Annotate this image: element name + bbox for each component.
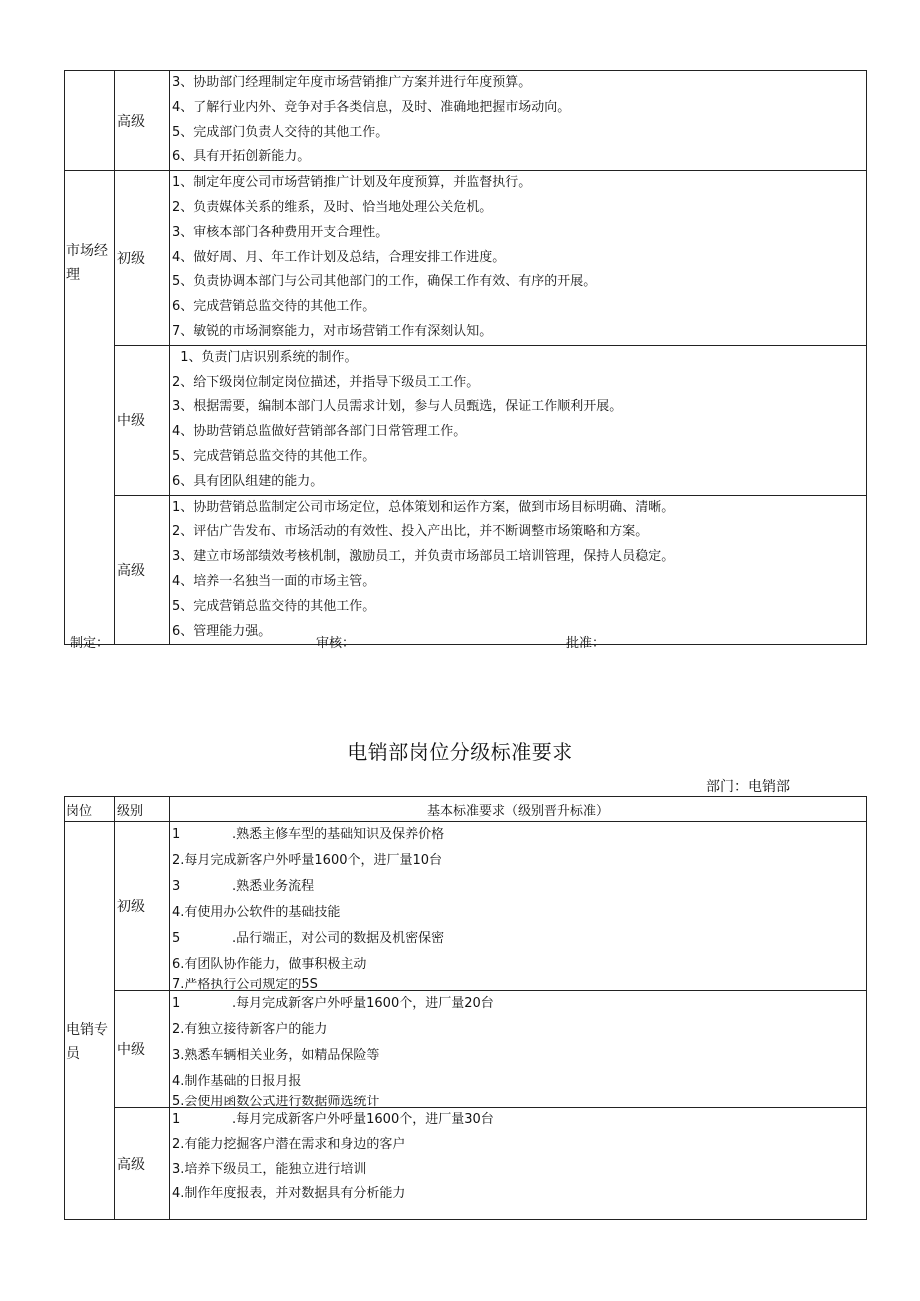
requirement-cell [170,991,867,1108]
list-item: 4.制作基础的日报月报 [172,1074,302,1089]
position-cell: 电销专员 [65,822,115,1220]
made-by-label: 制定： [70,636,110,651]
level-cell: 高级 [115,1108,170,1220]
list-item: 5、负责协调本部门与公司其他部门的工作，确保工作有效、有序的开展。 [172,274,597,290]
list-item: 1、制定年度公司市场营销推广计划及年度预算，并监督执行。 [172,175,532,191]
list-item: 3、根据需要，编制本部门人员需求计划，参与人员甄选，保证工作顺利开展。 [172,399,623,415]
list-item-truncated: 5.会使用函数公式进行数据筛选统计 [172,1095,380,1107]
list-item: 5 .品行端正，对公司的数据及机密保密 [172,931,445,946]
header-level: 级别 [115,797,170,822]
table-row [65,822,867,991]
header-requirement: 基本标准要求（级别晋升标准） [170,797,867,822]
list-item: 1、负责门店识别系统的制作。 [172,349,358,365]
list-item: 4、协助营销总监做好营销部各部门日常管理工作。 [172,424,467,440]
requirement-cell [170,495,867,645]
list-item: 2.有能力挖掘客户潜在需求和身边的客户 [172,1136,406,1152]
list-item: 3.熟悉车辆相关业务，如精品保险等 [172,1048,380,1063]
level-cell: 中级 [115,991,170,1108]
list-item: 2.每月完成新客户外呼量1600个，进厂量10台 [172,853,443,868]
list-item: 6、具有团队组建的能力。 [172,473,324,489]
list-item: 4、培养一名独当一面的市场主管。 [172,573,376,589]
page-title: 电销部岗位分级标准要求 [347,740,573,764]
level-cell: 高级 [115,71,170,171]
list-item: 6、具有开拓创新能力。 [172,149,311,165]
list-item: 1、协助营销总监制定公司市场定位，总体策划和运作方案，做到市场目标明确、清晰。 [172,499,675,515]
requirement-cell [170,1108,867,1220]
list-item: 1 .每月完成新客户外呼量1600个，进厂量30台 [172,1112,494,1127]
requirement-cell [170,822,867,991]
table-row [65,171,867,346]
list-item: 5、完成营销总监交待的其他工作。 [172,598,376,614]
list-item: 4.制作年度报表，并对数据具有分析能力 [172,1186,406,1202]
level-cell: 初级 [115,822,170,991]
telesales-table [64,796,867,1220]
requirement-cell [170,71,867,171]
list-item: 6、管理能力强。 [172,623,272,639]
list-item: 6.有团队协作能力，做事积极主动 [172,957,367,972]
list-item: 3 .熟悉业务流程 [172,879,315,894]
list-item: 5、完成营销总监交待的其他工作。 [172,448,376,464]
list-item: 6、完成营销总监交待的其他工作。 [172,299,376,315]
review-label: 审核： [316,636,356,651]
position-cell [65,71,115,171]
table-row [65,495,867,645]
approve-label: 批准： [566,636,606,651]
table-row [65,345,867,495]
list-item-truncated: 7.严格执行公司规定的5S [172,978,318,990]
list-item: 2.有独立接待新客户的能力 [172,1022,328,1037]
requirement-cell [170,345,867,495]
market-manager-table [64,70,867,645]
list-item: 1 .每月完成新客户外呼量1600个，进厂量20台 [172,996,494,1011]
list-item: 4、做好周、月、年工作计划及总结，合理安排工作进度。 [172,249,506,265]
level-cell: 初级 [115,171,170,346]
department-label: 部门：电销部 [706,779,790,795]
list-item: 3、建立市场部绩效考核机制，激励员工，并负责市场部员工培训管理，保持人员稳定。 [172,549,675,565]
header-position: 岗位 [65,797,115,822]
list-item: 1 .熟悉主修车型的基础知识及保养价格 [172,827,445,842]
level-cell: 中级 [115,345,170,495]
list-item: 2、负责媒体关系的维系，及时、恰当地处理公关危机。 [172,199,493,215]
table-row [65,1108,867,1220]
list-item: 3、协助部门经理制定年度市场营销推广方案并进行年度预算。 [172,75,532,90]
list-item: 7、敏锐的市场洞察能力，对市场营销工作有深刻认知。 [172,323,493,339]
requirement-cell [170,171,867,346]
list-item: 4、了解行业内外、竞争对手各类信息，及时、准确地把握市场动向。 [172,99,571,115]
table-row [65,71,867,171]
list-item: 5、完成部门负责人交待的其他工作。 [172,124,389,140]
list-item: 3、审核本部门各种费用开支合理性。 [172,224,389,240]
list-item: 2、给下级岗位制定岗位描述，并指导下级员工工作。 [172,374,480,390]
position-cell: 市场经理 [65,171,115,645]
list-item: 3.培养下级员工，能独立进行培训 [172,1161,367,1177]
table-header-row [65,797,867,822]
list-item: 2、评估广告发布、市场活动的有效性、投入产出比，并不断调整市场策略和方案。 [172,524,649,540]
level-cell: 高级 [115,495,170,645]
table-row [65,991,867,1108]
list-item: 4.有使用办公软件的基础技能 [172,905,341,920]
